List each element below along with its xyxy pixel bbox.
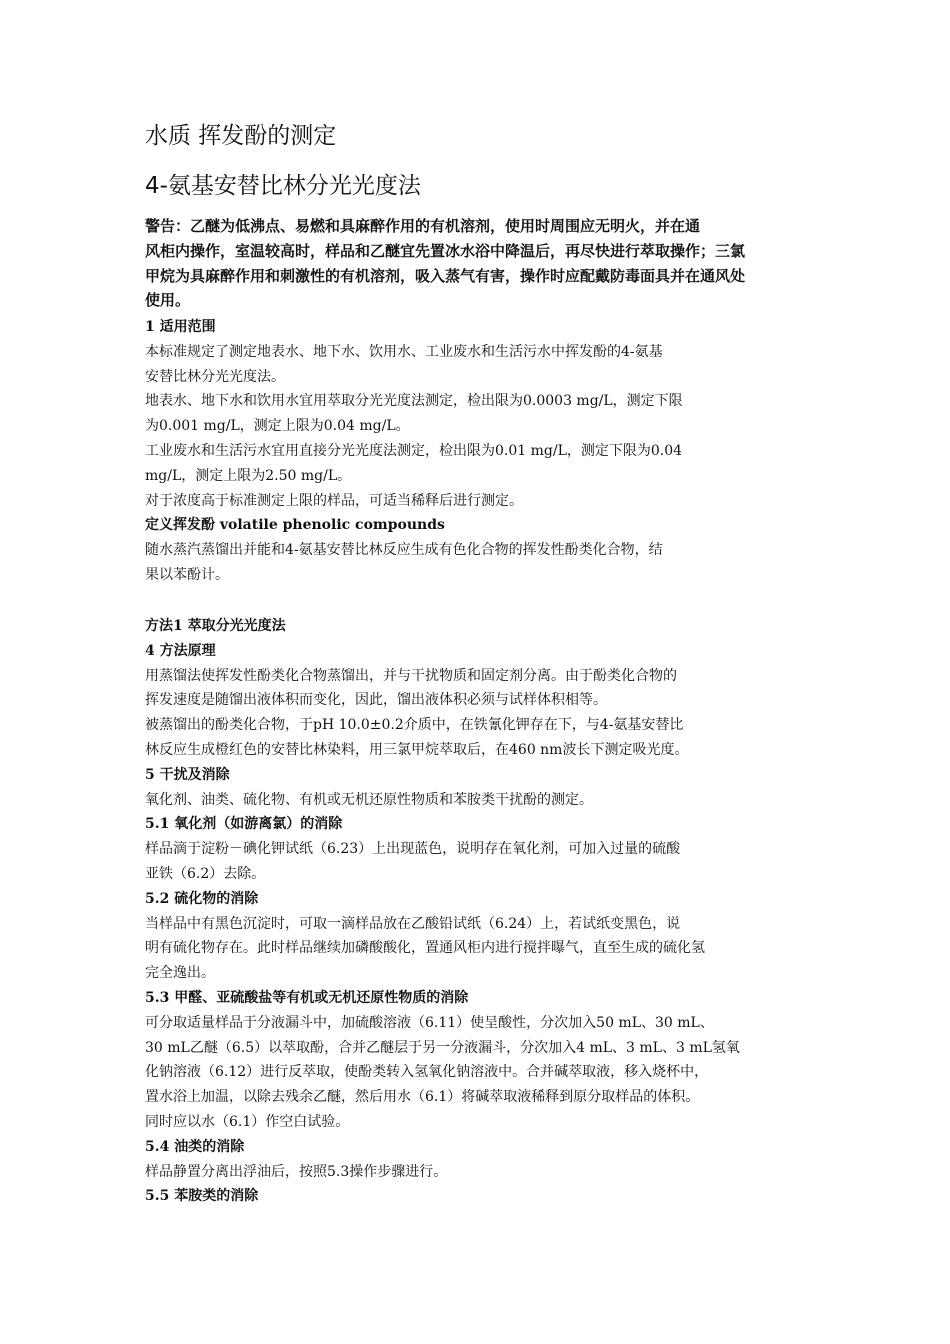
section-heading: 5.1 氧化剂（如游离氯）的消除 [145, 816, 343, 833]
section-heading: 1 适用范围 [145, 319, 216, 335]
paragraph-line: 完全逸出。 [145, 965, 215, 982]
paragraph-line: 果以苯酚计。 [145, 566, 229, 583]
paragraph-line: 化钠溶液（6.12）进行反萃取，使酚类转入氢氧化钠溶液中。合并碱萃取液，移入烧杯中， [145, 1064, 709, 1081]
paragraph-line: 用蒸馏法使挥发性酚类化合物蒸馏出，并与干扰物质和固定剂分离。由于酚类化合物的 [145, 667, 677, 684]
warning-line: 警告：乙醚为低沸点、易燃和具麻醉作用的有机溶剂，使用时周围应无明火，并在通 [145, 217, 701, 235]
section-scope [145, 315, 810, 588]
paragraph-line: 可分取适量样品于分液漏斗中，加硫酸溶液（6.11）使呈酸性，分次加入50 mL、30 mL、 [145, 1014, 714, 1031]
paragraph-line: 安替比林分光光度法。 [145, 368, 285, 385]
paragraph-line: 同时应以水（6.1）作空白试验。 [145, 1113, 350, 1130]
paragraph-line: 被蒸馏出的酚类化合物，于pH 10.0±0.2介质中，在铁氰化钾存在下，与4-氨基安替比 [145, 717, 684, 734]
section-heading: 5.5 苯胺类的消除 [145, 1188, 259, 1205]
document-title: 水质 挥发酚的测定 [145, 123, 337, 149]
section-heading: 5 干扰及消除 [145, 766, 230, 783]
section-heading: 5.4 油类的消除 [145, 1138, 245, 1155]
paragraph-line: 工业废水和生活污水宜用直接分光光度法测定，检出限为0.01 mg/L，测定下限为0.04 [145, 442, 683, 459]
section-heading: 定义挥发酚 volatile phenolic compounds [145, 517, 445, 534]
paragraph-line: mg/L，测定上限为2.50 mg/L。 [145, 467, 352, 484]
warning-line: 使用。 [145, 291, 191, 310]
paragraph-line: 为0.001 mg/L，测定上限为0.04 mg/L。 [145, 418, 410, 435]
paragraph-line: 随水蒸汽蒸馏出并能和4-氨基安替比林反应生成有色化合物的挥发性酚类化合物，结 [145, 542, 663, 559]
paragraph-line: 样品静置分离出浮油后，按照5.3操作步骤进行。 [145, 1163, 448, 1180]
warning-paragraph [145, 214, 810, 313]
paragraph-line: 样品滴于淀粉－碘化钾试纸（6.23）上出现蓝色，说明存在氧化剂，可加入过量的硫酸 [145, 841, 681, 858]
section-heading: 5.2 硫化物的消除 [145, 890, 259, 907]
paragraph-line: 明有硫化物存在。此时样品继续加磷酸酸化，置通风柜内进行搅拌曝气，直至生成的硫化氢 [145, 940, 705, 957]
paragraph-line: 林反应生成橙红色的安替比林染料，用三氯甲烷萃取后，在460 nm波长下测定吸光度。 [145, 741, 689, 758]
paragraph-line: 本标准规定了测定地表水、地下水、饮用水、工业废水和生活污水中挥发酚的4-氨基 [145, 343, 663, 360]
section-heading: 5.3 甲醛、亚硫酸盐等有机或无机还原性物质的消除 [145, 989, 469, 1006]
paragraph-line: 地表水、地下水和饮用水宜用萃取分光光度法测定，检出限为0.0003 mg/L，测定下限 [145, 393, 683, 410]
paragraph-line: 对于浓度高于标准测定上限的样品，可适当稀释后进行测定。 [145, 492, 523, 509]
paragraph-line: 氧化剂、油类、硫化物、有机或无机还原性物质和苯胺类干扰酚的测定。 [145, 791, 593, 808]
paragraph-line: 置水浴上加温，以除去残余乙醚，然后用水（6.1）将碱萃取液稀释到原分取样品的体积。 [145, 1089, 700, 1106]
section-heading: 4 方法原理 [145, 642, 216, 659]
paragraph-line: 挥发速度是随馏出液体积而变化，因此，馏出液体积必须与试样体积相等。 [145, 692, 607, 709]
paragraph-line: 当样品中有黑色沉淀时，可取一滴样品放在乙酸铅试纸（6.24）上，若试纸变黑色，说 [145, 915, 681, 932]
warning-line: 甲烷为具麻醉作用和刺激性的有机溶剂，吸入蒸气有害，操作时应配戴防毒面具并在通风处 [145, 266, 746, 285]
document-subtitle: 4-氨基安替比林分光光度法 [145, 173, 421, 199]
paragraph-line: 亚铁（6.2）去除。 [145, 865, 266, 882]
paragraph-line: 30 mL乙醚（6.5）以萃取酚，合并乙醚层于另一分液漏斗，分次加入4 mL、3 mL、3 mL氢氧 [145, 1039, 740, 1056]
section-method-1 [145, 614, 810, 1209]
section-heading: 方法1 萃取分光光度法 [145, 618, 286, 634]
warning-line: 风柜内操作，室温较高时，样品和乙醚宜先置冰水浴中降温后，再尽快进行萃取操作；三氯 [145, 241, 746, 260]
